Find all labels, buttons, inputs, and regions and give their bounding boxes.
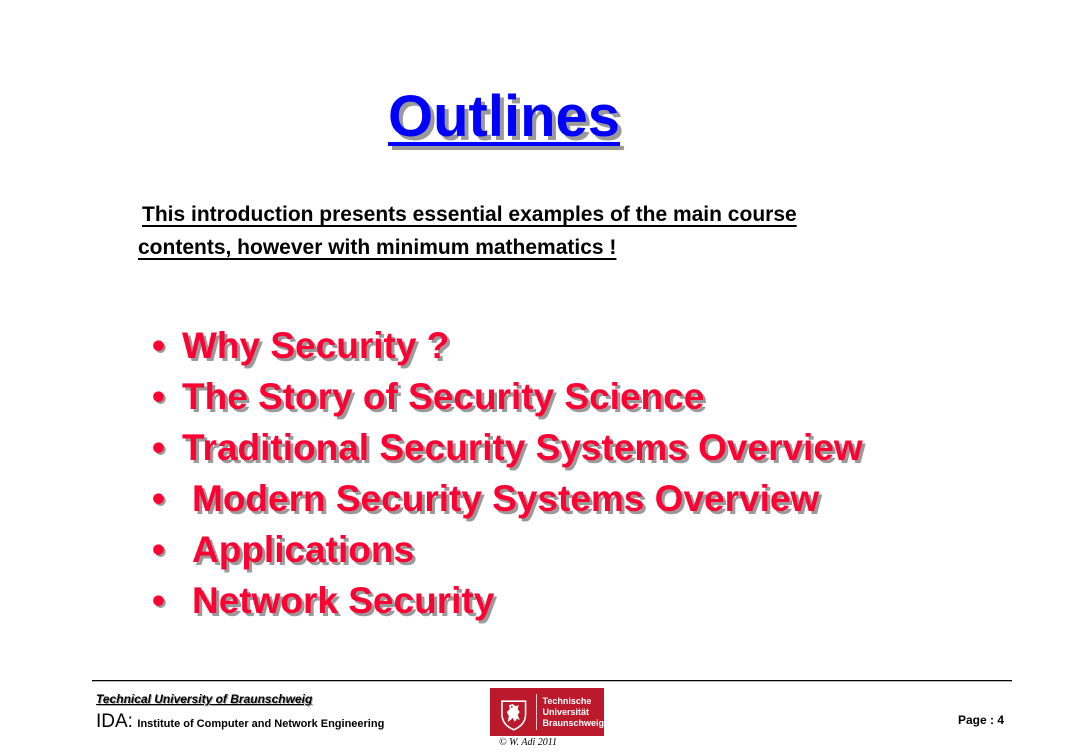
page-label: Page : xyxy=(958,713,995,727)
page-value: 4 xyxy=(997,713,1005,727)
logo-line: Technische xyxy=(542,695,592,706)
logo-line: Braunschweig xyxy=(542,717,604,728)
outline-item-label: Why Security ? xyxy=(182,325,450,366)
bullet-icon: • xyxy=(152,325,165,366)
bullet-icon: • xyxy=(152,427,165,468)
bullet-icon: • xyxy=(152,478,165,519)
outline-list xyxy=(152,320,863,626)
logo-line: Universität xyxy=(542,706,590,717)
intro-line-1: This introduction presents essential examples of the main course xyxy=(142,203,797,226)
slide-title: Outlines xyxy=(388,84,621,149)
copyright-notice: © W. Adi 2011 xyxy=(499,737,557,748)
institute-name: Institute of Computer and Network Engineering xyxy=(137,718,385,730)
outline-item-label: Traditional Security Systems Overview xyxy=(182,427,863,468)
outline-item xyxy=(152,473,863,524)
bullet-icon: • xyxy=(152,580,165,621)
outline-item-label: Modern Security Systems Overview xyxy=(192,478,820,519)
outline-item-label: The Story of Security Science xyxy=(182,376,705,417)
lion-crest-icon xyxy=(496,692,532,732)
outline-item xyxy=(152,524,863,575)
logo-divider xyxy=(536,694,537,730)
footer-divider xyxy=(92,680,1012,682)
logo-wordmark xyxy=(542,696,604,729)
outline-item-label: Network Security xyxy=(192,580,495,621)
outline-item xyxy=(152,320,863,371)
outline-item xyxy=(152,575,863,626)
bullet-icon: • xyxy=(152,376,165,417)
outline-item-label: Applications xyxy=(192,529,415,570)
intro-text xyxy=(138,198,988,264)
institute-line xyxy=(96,711,384,733)
university-name: Technical University of Braunschweig xyxy=(96,692,313,706)
institute-abbr: IDA: xyxy=(96,711,133,732)
outline-item xyxy=(152,371,863,422)
bullet-icon: • xyxy=(152,529,165,570)
page-number xyxy=(958,713,1004,727)
outline-item xyxy=(152,422,863,473)
intro-line-2: contents, however with minimum mathematics ! xyxy=(138,236,617,259)
university-logo xyxy=(490,688,604,736)
